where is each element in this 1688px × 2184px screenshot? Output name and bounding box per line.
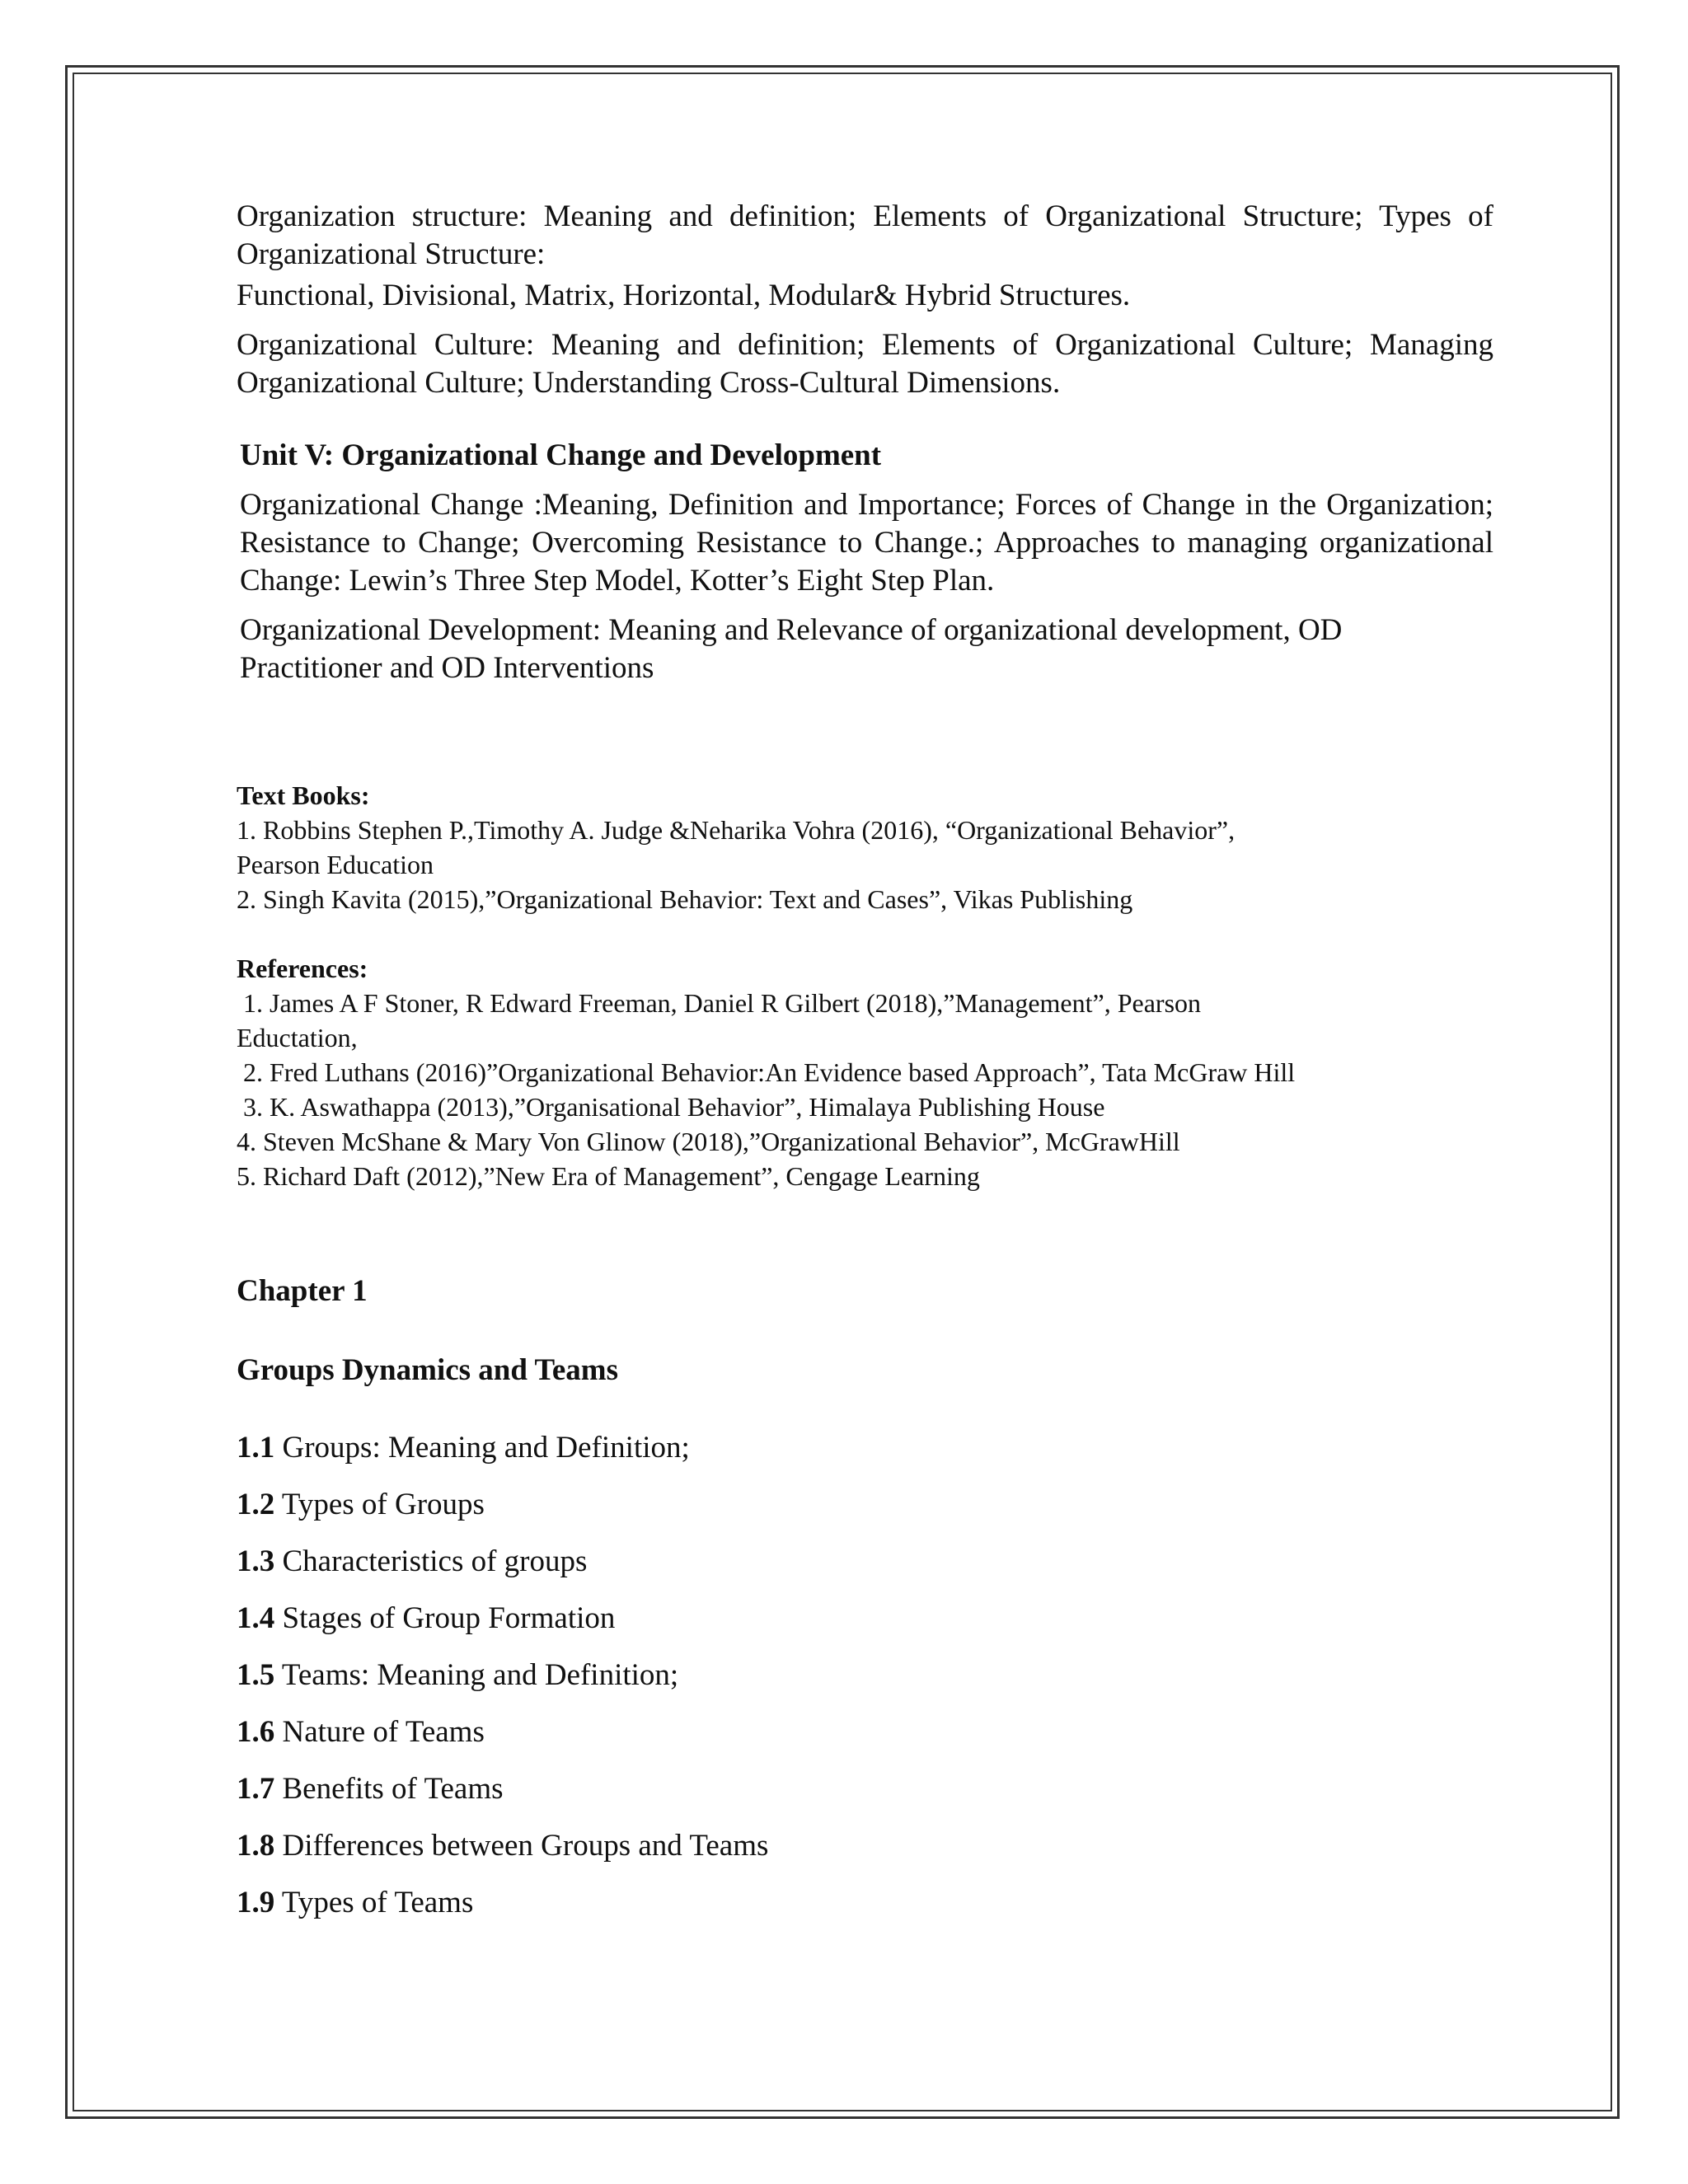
reference-line: 5. Richard Daft (2012),”New Era of Management”, Cengage Learning xyxy=(237,1161,980,1191)
reference-line: 3. K. Aswathappa (2013),”Organisational Behavior”, Himalaya Publishing House xyxy=(237,1092,1105,1122)
toc-item-text: Benefits of Teams xyxy=(274,1772,504,1806)
text-book-line: 1. Robbins Stephen P.,Timothy A. Judge &Neharika Vohra (2016), “Organizational Behavior”, xyxy=(237,815,1236,845)
toc-item xyxy=(237,1543,1493,1581)
toc-item-number: 1.6 xyxy=(237,1715,275,1749)
reference-line: 2. Fred Luthans (2016)”Organizational Behavior:An Evidence based Approach”, Tata McGraw Hill xyxy=(237,1057,1296,1087)
toc-item xyxy=(237,1657,1493,1694)
chapter-label: Chapter 1 xyxy=(237,1274,368,1308)
toc-item-number: 1.4 xyxy=(237,1601,275,1635)
org-change-paragraph: Organizational Change :Meaning, Definition and Importance; Forces of Change in the Organization; Resistance to Change; Overcoming Resistance to Change.; Approaches to managing organizational Change: Lewin’s Three Step Model, Kotter’s Eight Step Plan. xyxy=(240,488,1493,598)
org-development-paragraph: Organizational Development: Meaning and Relevance of organizational development, OD Practitioner and OD Interventions xyxy=(240,613,1343,685)
chapter-contents-list xyxy=(237,1429,1493,1922)
reference-line: Eductation, xyxy=(237,1023,358,1052)
toc-item-text: Teams: Meaning and Definition; xyxy=(274,1658,679,1692)
toc-item-text: Characteristics of groups xyxy=(274,1544,588,1578)
toc-item-number: 1.3 xyxy=(237,1544,275,1578)
toc-item-text: Types of Groups xyxy=(274,1488,485,1521)
org-culture-paragraph: Organizational Culture: Meaning and definition; Elements of Organizational Culture; Managing Organizational Culture; Understanding Cross-Cultural Dimensions. xyxy=(237,328,1493,400)
toc-item-text: Groups: Meaning and Definition; xyxy=(274,1431,690,1465)
toc-item-number: 1.8 xyxy=(237,1829,275,1863)
toc-item xyxy=(237,1429,1493,1467)
toc-item xyxy=(237,1713,1493,1751)
text-book-line: Pearson Education xyxy=(237,850,434,879)
toc-item xyxy=(237,1770,1493,1808)
structure-types-line: Functional, Divisional, Matrix, Horizontal, Modular& Hybrid Structures. xyxy=(237,279,1131,312)
toc-item xyxy=(237,1827,1493,1865)
toc-item-number: 1.2 xyxy=(237,1488,275,1521)
toc-item-text: Stages of Group Formation xyxy=(274,1601,616,1635)
text-book-line: 2. Singh Kavita (2015),”Organizational Behavior: Text and Cases”, Vikas Publishing xyxy=(237,884,1133,914)
org-structure-paragraph: Organization structure: Meaning and definition; Elements of Organizational Structure; Types of Organizational Structure: xyxy=(237,199,1493,271)
reference-line: 1. James A F Stoner, R Edward Freeman, Daniel R Gilbert (2018),”Management”, Pearson xyxy=(237,988,1202,1018)
toc-item xyxy=(237,1486,1493,1524)
toc-item-text: Nature of Teams xyxy=(274,1715,485,1749)
toc-item-number: 1.5 xyxy=(237,1658,275,1692)
toc-item-text: Types of Teams xyxy=(274,1886,474,1919)
toc-item xyxy=(237,1884,1493,1922)
page-content xyxy=(237,198,1493,1922)
reference-line: 4. Steven McShane & Mary Von Glinow (2018),”Organizational Behavior”, McGrawHill xyxy=(237,1127,1180,1156)
toc-item-text: Differences between Groups and Teams xyxy=(274,1829,769,1863)
toc-item xyxy=(237,1600,1493,1638)
unit-v-heading: Unit V: Organizational Change and Development xyxy=(240,438,882,472)
toc-item-number: 1.1 xyxy=(237,1431,275,1465)
chapter-title: Groups Dynamics and Teams xyxy=(237,1353,618,1387)
toc-item-number: 1.7 xyxy=(237,1772,275,1806)
references-heading: References: xyxy=(237,954,368,983)
toc-item-number: 1.9 xyxy=(237,1886,275,1919)
text-books-heading: Text Books: xyxy=(237,780,370,810)
